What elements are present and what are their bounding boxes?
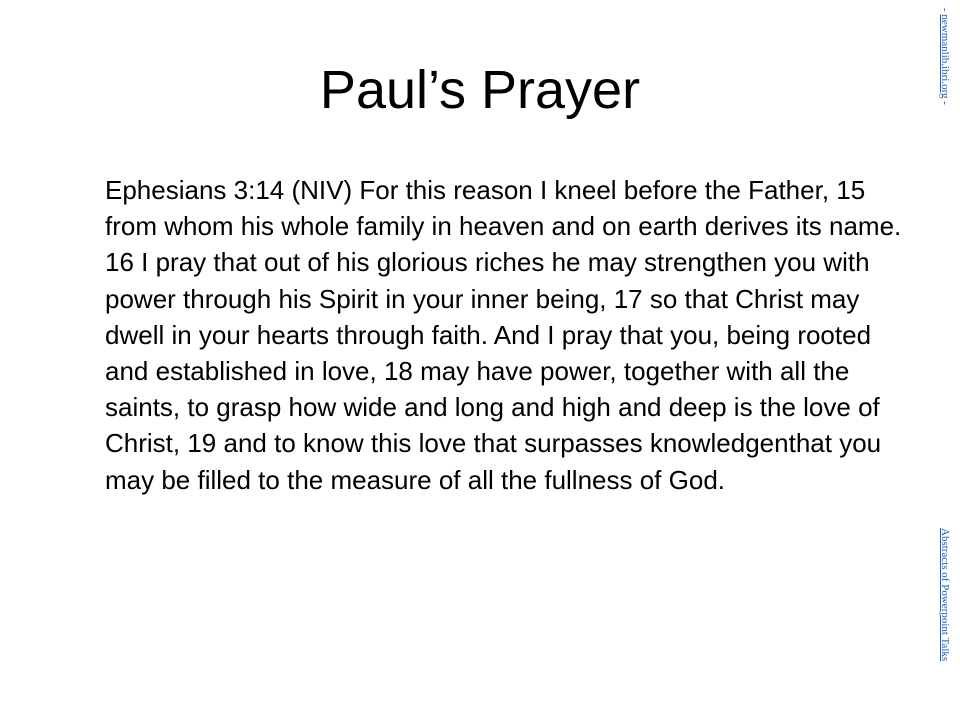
side-link-bottom [939, 528, 951, 661]
side-link-top-suffix: - [939, 98, 951, 105]
abstracts-link[interactable]: Abstracts of Powerpoint Talks [939, 528, 951, 662]
side-link-top-prefix: - [939, 8, 951, 15]
side-link-top [939, 8, 951, 105]
slide-title: Paul’s Prayer [319, 60, 641, 120]
newmanlib-link[interactable]: newmanlib.ibri.org [939, 14, 951, 99]
scripture-text: Ephesians 3:14 (NIV) For this reason I kneel before the Father, 15 from whom his whole family in heaven and on earth derives its name. 16 I pray that out of his glorious riches he may strengthen you with power through his Spirit in your inner being, 17 so that Christ may dwell in your hearts through faith. And I pray that you, being rooted and established in love, 18 may have power, together with all the saints, to grasp how wide and long and high and deep is the love of Christ, 19 and to know this love that surpasses knowledgenthat you may be filled to the measure of all the fullness of God. [105, 175, 902, 495]
